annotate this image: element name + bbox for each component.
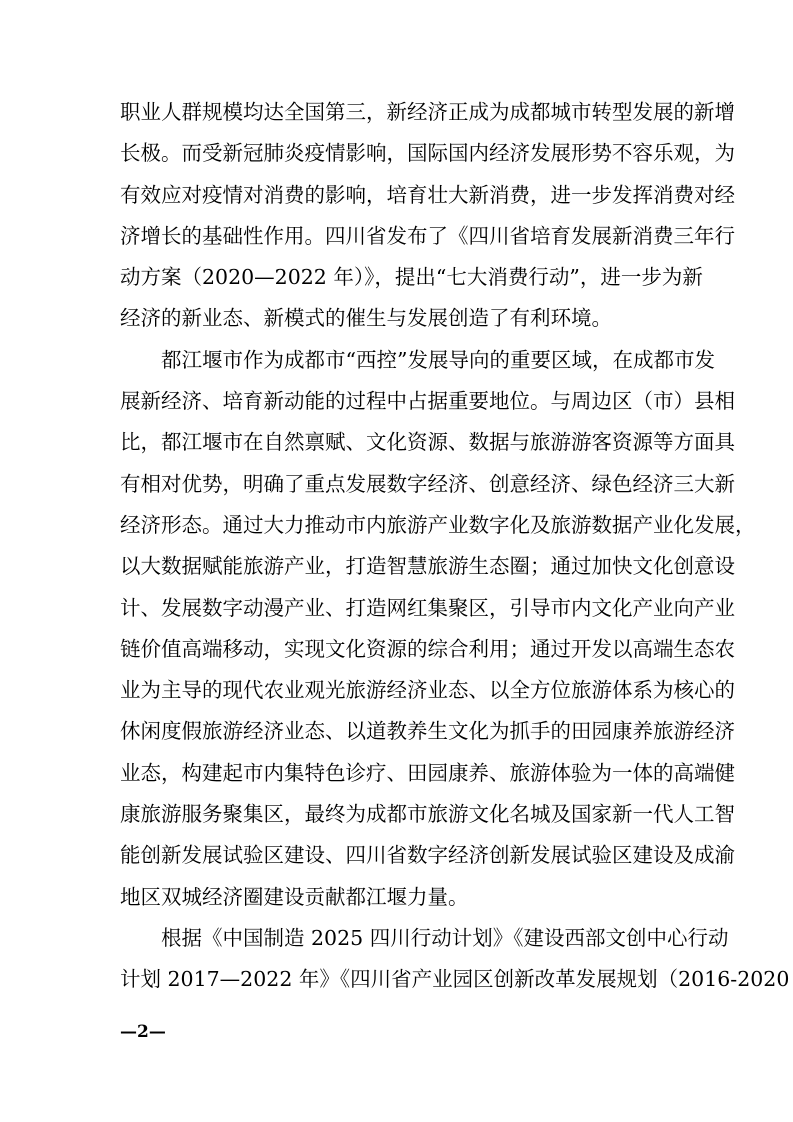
paragraph-line: 动方案（2020—2022 年）》，提出“七大消费行动”，进一步为新 (120, 265, 703, 290)
paragraph-line: 链价值高端移动，实现文化资源的综合利用；通过开发以高端生态农 (120, 636, 735, 661)
paragraph-line: 计划 2017—2022 年》《四川省产业园区创新改革发展规划（2016-2020 (120, 967, 790, 992)
paragraph-line: 根据《中国制造 2025 四川行动计划》《建设西部文创中心行动 (161, 925, 729, 950)
paragraph-line: 展新经济、培育新动能的过程中占据重要地位。与周边区（市）县相 (120, 389, 735, 414)
paragraph-line: 有效应对疫情对消费的影响，培育壮大新消费，进一步发挥消费对经 (120, 182, 735, 207)
paragraph-line: 经济的新业态、新模式的催生与发展创造了有利环境。 (120, 306, 612, 331)
paragraph-line: 经济形态。通过大力推动市内旅游产业数字化及旅游数据产业化发展， (120, 512, 756, 537)
paragraph-line: 职业人群规模均达全国第三，新经济正成为成都城市转型发展的新增 (120, 100, 735, 124)
paragraph-line: 业态，构建起市内集特色诊疗、田园康养、旅游体验为一体的高端健 (120, 760, 735, 785)
page-number: —2— (120, 1022, 166, 1042)
paragraph-line: 康旅游服务聚集区，最终为成都市旅游文化名城及国家新一代人工智 (120, 802, 735, 827)
paragraph-line: 有相对优势，明确了重点发展数字经济、创意经济、绿色经济三大新 (120, 471, 735, 496)
paragraph-line: 济增长的基础性作用。四川省发布了《四川省培育发展新消费三年行 (120, 223, 735, 248)
paragraph-line: 长极。而受新冠肺炎疫情影响，国际国内经济发展形势不容乐观，为 (120, 141, 735, 166)
document-body (120, 92, 790, 1001)
paragraph-line: 地区双城经济圈建设贡献都江堰力量。 (120, 884, 469, 909)
paragraph-line: 业为主导的现代农业观光旅游经济业态、以全方位旅游体系为核心的 (120, 678, 735, 703)
paragraph-line: 都江堰市作为成都市“西控”发展导向的重要区域，在成都市发 (161, 347, 715, 372)
paragraph-line: 以大数据赋能旅游产业，打造智慧旅游生态圈；通过加快文化创意设 (120, 554, 735, 579)
paragraph-line: 能创新发展试验区建设、四川省数字经济创新发展试验区建设及成渝 (120, 843, 735, 868)
paragraph-line: 计、发展数字动漫产业、打造网红集聚区，引导市内文化产业向产业 (120, 595, 735, 620)
paragraph-line: 休闲度假旅游经济业态、以道教养生文化为抓手的田园康养旅游经济 (120, 719, 735, 744)
paragraph-line: 比，都江堰市在自然禀赋、文化资源、数据与旅游游客资源等方面具 (120, 430, 735, 455)
